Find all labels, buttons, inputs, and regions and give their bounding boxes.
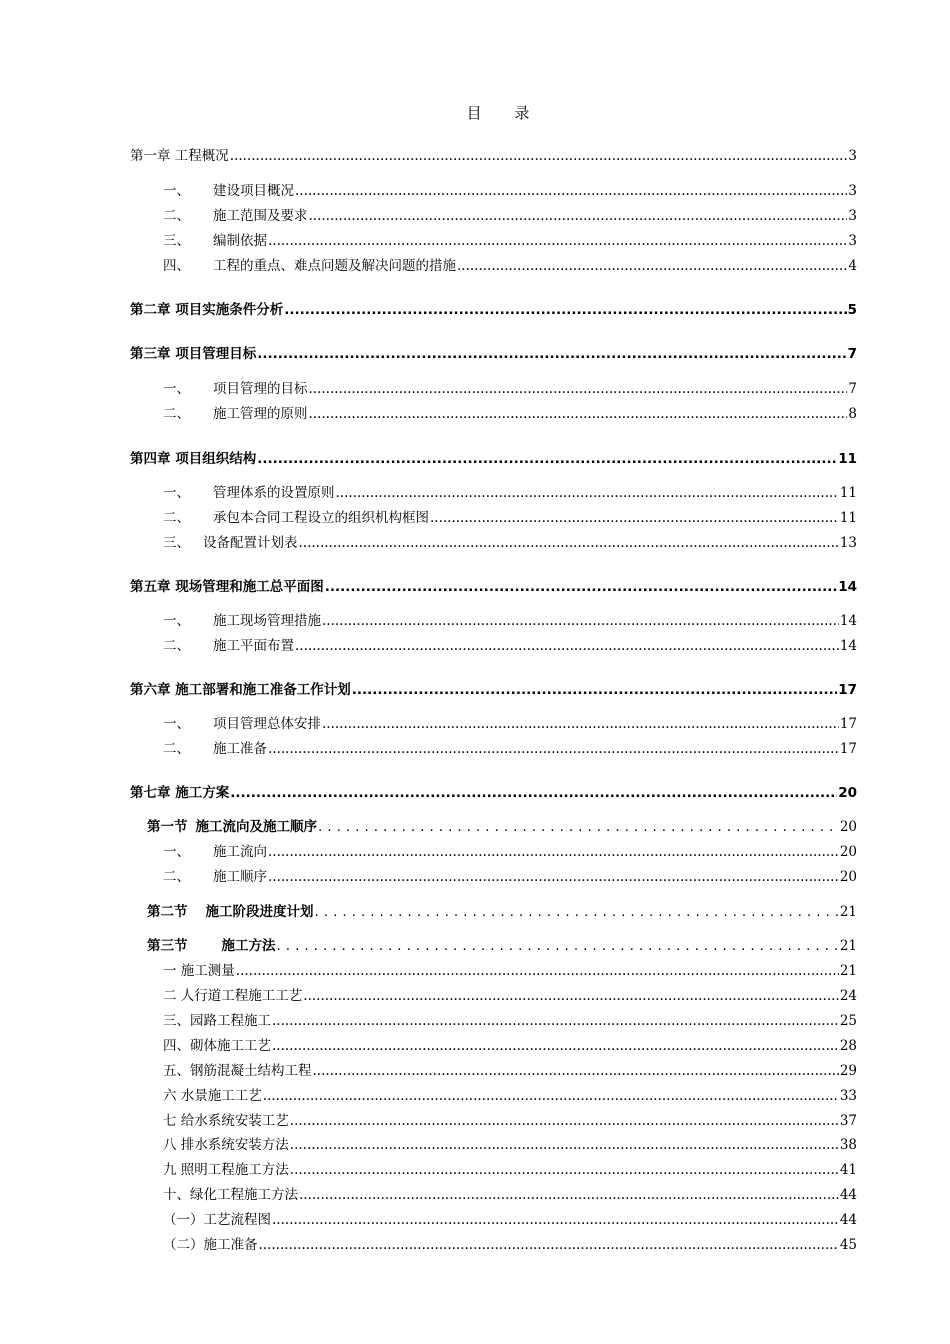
toc-entry-section[interactable] xyxy=(147,903,857,921)
toc-entry-item[interactable] xyxy=(163,257,857,275)
toc-entry-number: 一、 xyxy=(163,844,190,860)
toc-entry-number: 第一节 xyxy=(147,819,188,835)
toc-entry-label: 编制依据 xyxy=(213,233,267,249)
toc-entry-page-number: 13 xyxy=(839,535,857,551)
toc-entry-label: 第三章 项目管理目标 xyxy=(130,346,257,362)
dot-leader xyxy=(272,1211,839,1229)
toc-entry-page-number: 3 xyxy=(848,148,857,164)
toc-entry-label: 施工阶段进度计划 xyxy=(205,904,314,920)
toc-entry-number: 一、 xyxy=(163,485,190,501)
toc-entry-page-number: 4 xyxy=(848,258,857,274)
toc-entry-chapter[interactable] xyxy=(130,301,857,319)
toc-entry-page-number: 44 xyxy=(839,1187,857,1203)
dot-leader xyxy=(322,612,839,630)
toc-entry-number: 二、 xyxy=(163,406,190,422)
toc-entry-item[interactable] xyxy=(163,534,857,552)
dot-leader xyxy=(257,345,846,363)
toc-entry-page-number: 29 xyxy=(839,1063,857,1079)
toc-entry-number: 三、 xyxy=(163,535,190,551)
dot-leader xyxy=(315,903,839,921)
toc-entry-page-number: 28 xyxy=(839,1038,857,1054)
toc-entry-page-number: 20 xyxy=(839,819,857,835)
toc-entry-page-number: 17 xyxy=(838,682,857,698)
toc-entry-page-number: 17 xyxy=(839,741,857,757)
toc-entry-label: 施工现场管理措施 xyxy=(213,613,321,629)
dot-leader xyxy=(284,301,846,319)
toc-entry-sub[interactable] xyxy=(163,1211,857,1229)
toc-entry-label: 九 照明工程施工方法 xyxy=(163,1162,289,1178)
toc-entry-page-number: 11 xyxy=(839,510,857,526)
toc-entry-item[interactable] xyxy=(163,637,857,655)
toc-entry-page-number: 24 xyxy=(839,988,857,1004)
toc-entry-page-number: 21 xyxy=(839,904,857,920)
dot-leader xyxy=(290,1112,839,1130)
toc-entry-page-number: 7 xyxy=(847,346,857,362)
toc-entry-label: 工程的重点、难点问题及解决问题的措施 xyxy=(213,258,456,274)
toc-entry-number: 二、 xyxy=(163,638,190,654)
toc-entry-page-number: 44 xyxy=(839,1212,857,1228)
dot-leader xyxy=(318,818,839,836)
toc-entry-page-number: 14 xyxy=(839,638,857,654)
toc-entry-label: 建设项目概况 xyxy=(213,183,294,199)
dot-leader xyxy=(336,484,839,502)
toc-entry-page-number: 3 xyxy=(848,208,857,224)
toc-entry-number: 第三节 xyxy=(147,938,188,954)
toc-entry-label: 施工平面布置 xyxy=(213,638,294,654)
toc-entry-page-number: 20 xyxy=(838,785,857,801)
dot-leader xyxy=(430,509,839,527)
dot-leader xyxy=(299,1186,839,1204)
toc-entry-label: 施工范围及要求 xyxy=(213,208,308,224)
toc-entry-page-number: 17 xyxy=(839,716,857,732)
toc-entry-sub[interactable] xyxy=(163,1112,857,1130)
toc-entry-section[interactable] xyxy=(147,818,857,836)
toc-entry-label: 设备配置计划表 xyxy=(203,535,298,551)
toc-entry-item[interactable] xyxy=(163,509,857,527)
dot-leader xyxy=(230,147,848,165)
toc-entry-page-number: 3 xyxy=(848,183,857,199)
toc-entry-page-number: 5 xyxy=(847,302,857,318)
toc-entry-label: 第七章 施工方案 xyxy=(130,785,230,801)
toc-entry-label: 五、钢筋混凝土结构工程 xyxy=(163,1063,312,1079)
dot-leader xyxy=(322,715,839,733)
toc-entry-label: 七 给水系统安装工艺 xyxy=(163,1113,289,1129)
dot-leader xyxy=(299,534,839,552)
toc-entry-item[interactable] xyxy=(163,868,857,886)
toc-entry-page-number: 8 xyxy=(848,406,857,422)
toc-entry-item[interactable] xyxy=(163,843,857,861)
dot-leader xyxy=(303,987,839,1005)
toc-entry-chapter[interactable] xyxy=(130,578,857,596)
toc-entry-item[interactable] xyxy=(163,484,857,502)
toc-entry-item[interactable] xyxy=(163,740,857,758)
toc-entry-item[interactable] xyxy=(163,405,857,423)
toc-entry-number: 三、 xyxy=(163,233,190,249)
toc-entry-page-number: 20 xyxy=(839,869,857,885)
toc-entry-sub[interactable] xyxy=(163,1136,857,1154)
dot-leader xyxy=(290,1161,839,1179)
toc-entry-item[interactable] xyxy=(163,380,857,398)
toc-entry-label: 管理体系的设置原则 xyxy=(213,485,335,501)
toc-entry-sub[interactable] xyxy=(163,1087,857,1105)
dot-leader xyxy=(230,784,837,802)
toc-entry-item[interactable] xyxy=(163,612,857,630)
toc-entry-label: 承包本合同工程设立的组织机构框图 xyxy=(213,510,429,526)
toc-entry-label: （一）工艺流程图 xyxy=(163,1212,271,1228)
dot-leader xyxy=(268,740,839,758)
toc-entry-item[interactable] xyxy=(163,207,857,225)
toc-entry-sub[interactable] xyxy=(163,1037,857,1055)
toc-entry-label: 十、绿化工程施工方法 xyxy=(163,1187,298,1203)
toc-entry-label: （二）施工准备 xyxy=(163,1237,258,1253)
toc-entry-label: 施工顺序 xyxy=(213,869,267,885)
toc-entry-sub[interactable] xyxy=(163,962,857,980)
toc-entry-page-number: 45 xyxy=(839,1237,857,1253)
toc-entry-number: 一、 xyxy=(163,716,190,732)
toc-entry-chapter[interactable] xyxy=(130,147,857,165)
toc-entry-label: 施工管理的原则 xyxy=(213,406,308,422)
toc-entry-page-number: 20 xyxy=(839,844,857,860)
toc-entry-number: 二、 xyxy=(163,208,190,224)
toc-entry-page-number: 11 xyxy=(838,451,857,467)
toc-entry-label: 三、园路工程施工 xyxy=(163,1013,271,1029)
toc-entry-label: 施工流向 xyxy=(213,844,267,860)
toc-entry-section[interactable] xyxy=(147,937,857,955)
toc-entry-sub[interactable] xyxy=(163,987,857,1005)
dot-leader xyxy=(290,1136,839,1154)
toc-entry-number: 一、 xyxy=(163,183,190,199)
toc-entry-page-number: 38 xyxy=(839,1137,857,1153)
toc-entry-number: 二、 xyxy=(163,741,190,757)
toc-entry-label: 第一章 工程概况 xyxy=(130,148,229,164)
dot-leader xyxy=(263,1087,839,1105)
toc-entry-sub[interactable] xyxy=(163,1236,857,1254)
dot-leader xyxy=(313,1062,839,1080)
toc-entry-number: 一、 xyxy=(163,613,190,629)
toc-entry-label: 施工方法 xyxy=(221,938,276,954)
dot-leader xyxy=(309,207,848,225)
toc-entry-sub[interactable] xyxy=(163,1186,857,1204)
toc-entry-label: 一 施工测量 xyxy=(163,963,235,979)
toc-entry-label: 二 人行道工程施工工艺 xyxy=(163,988,303,1004)
toc-entry-page-number: 21 xyxy=(839,963,857,979)
toc-entry-label: 施工准备 xyxy=(213,741,267,757)
toc-entry-page-number: 25 xyxy=(839,1013,857,1029)
toc-entry-label: 施工流向及施工顺序 xyxy=(195,819,317,835)
toc-entry-page-number: 41 xyxy=(839,1162,857,1178)
toc-entry-label: 四、砌体施工工艺 xyxy=(163,1038,271,1054)
toc-entry-label: 六 水景施工工艺 xyxy=(163,1088,262,1104)
toc-entry-number: 二、 xyxy=(163,510,190,526)
toc-entry-item[interactable] xyxy=(163,232,857,250)
toc-entry-number: 第二节 xyxy=(147,904,188,920)
dot-leader xyxy=(272,1012,839,1030)
toc-entry-page-number: 33 xyxy=(839,1088,857,1104)
toc-entry-chapter[interactable] xyxy=(130,345,857,363)
toc-entry-label: 项目管理的目标 xyxy=(213,381,308,397)
toc-title: 目 录 xyxy=(466,104,544,122)
toc-entry-page-number: 7 xyxy=(848,381,857,397)
toc-entry-page-number: 14 xyxy=(838,579,857,595)
toc-entry-number: 四、 xyxy=(163,258,190,274)
toc-entry-item[interactable] xyxy=(163,182,857,200)
toc-entry-item[interactable] xyxy=(163,715,857,733)
dot-leader xyxy=(295,637,839,655)
toc-entry-number: 二、 xyxy=(163,869,190,885)
toc-entry-number: 一、 xyxy=(163,381,190,397)
toc-entry-chapter[interactable] xyxy=(130,450,857,468)
toc-entry-label: 第五章 现场管理和施工总平面图 xyxy=(130,579,324,595)
toc-entry-label: 第六章 施工部署和施工准备工作计划 xyxy=(130,682,351,698)
dot-leader xyxy=(236,962,839,980)
toc-entry-label: 第二章 项目实施条件分析 xyxy=(130,302,284,318)
dot-leader xyxy=(309,380,848,398)
dot-leader xyxy=(325,578,838,596)
toc-entry-label: 八 排水系统安装方法 xyxy=(163,1137,289,1153)
dot-leader xyxy=(268,232,847,250)
toc-entry-sub[interactable] xyxy=(163,1161,857,1179)
toc-entry-sub[interactable] xyxy=(163,1062,857,1080)
toc-entry-chapter[interactable] xyxy=(130,784,857,802)
dot-leader xyxy=(295,182,847,200)
toc-entry-page-number: 14 xyxy=(839,613,857,629)
dot-leader xyxy=(309,405,848,423)
toc-entry-page-number: 21 xyxy=(839,938,857,954)
toc-entry-chapter[interactable] xyxy=(130,681,857,699)
dot-leader xyxy=(352,681,838,699)
toc-entry-page-number: 11 xyxy=(839,485,857,501)
toc-entry-page-number: 3 xyxy=(848,233,857,249)
toc-entry-sub[interactable] xyxy=(163,1012,857,1030)
dot-leader xyxy=(259,1236,839,1254)
dot-leader xyxy=(277,937,839,955)
dot-leader xyxy=(268,843,839,861)
toc-entry-label: 第四章 项目组织结构 xyxy=(130,451,257,467)
toc-entry-label: 项目管理总体安排 xyxy=(213,716,321,732)
dot-leader xyxy=(268,868,839,886)
dot-leader xyxy=(457,257,847,275)
dot-leader xyxy=(272,1037,839,1055)
dot-leader xyxy=(257,450,837,468)
toc-entry-page-number: 37 xyxy=(839,1113,857,1129)
